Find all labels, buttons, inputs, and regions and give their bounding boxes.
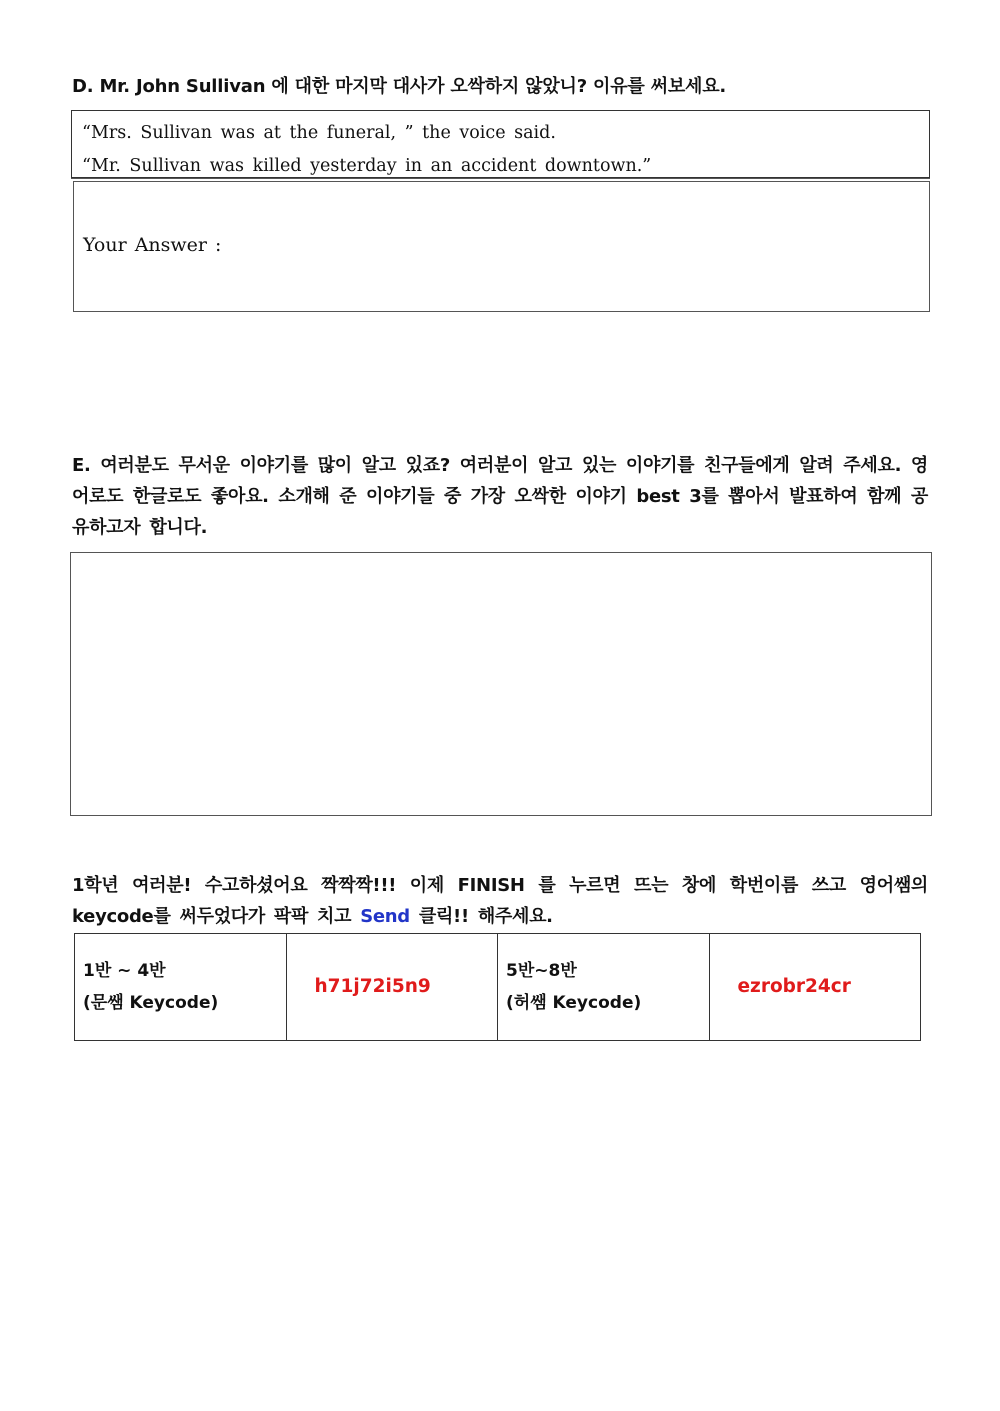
- group1-classes: 1반 ~ 4반: [83, 961, 166, 981]
- group2-label-cell: [498, 934, 710, 1041]
- final-instructions: [72, 870, 928, 932]
- group2-classes: 5반~8반: [506, 961, 577, 981]
- answer-field-e[interactable]: [70, 552, 932, 816]
- answer-field-d[interactable]: [73, 181, 930, 312]
- group2-teacher: (허쌤 Keycode): [506, 993, 642, 1013]
- quote-line-1: “Mrs. Sullivan was at the funeral, ” the voice said.: [82, 123, 556, 143]
- section-e-heading: E. 여러분도 무서운 이야기를 많이 알고 있죠? 여러분이 알고 있는 이야기를 친구들에게 알려 주세요. 영어로도 한글로도 좋아요. 소개해 준 이야기들 중 가장 오싹한 이야기 best 3를 뽑아서 발표하여 함께 공유하고자 합니다.: [72, 455, 928, 538]
- quote-box: [71, 110, 930, 178]
- quote-line-2: “Mr. Sullivan was killed yesterday in an accident downtown.”: [82, 156, 652, 176]
- final-text-part1: 1학년 여러분! 수고하셨어요 짝짝짝!!! 이제 FINISH 를 누르면 뜨는 창에 학번이름 쓰고 영어쌤의 keycode를 써두었다가 팍팍 치고: [72, 875, 928, 927]
- group1-code: h71j72i5n9: [286, 934, 498, 1041]
- group2-code: ezrobr24cr: [709, 934, 921, 1041]
- send-word: Send: [360, 906, 410, 927]
- group1-teacher: (문쌤 Keycode): [83, 993, 219, 1013]
- group1-label-cell: [75, 934, 287, 1041]
- table-row: [75, 934, 921, 1041]
- section-d-heading: D. Mr. John Sullivan 에 대한 마지막 대사가 오싹하지 않았니? 이유를 써보세요.: [72, 76, 727, 97]
- final-text-part2: 클릭!! 해주세요.: [409, 906, 553, 927]
- answer-label: Your Answer :: [83, 234, 222, 256]
- keycode-table: [74, 933, 921, 1041]
